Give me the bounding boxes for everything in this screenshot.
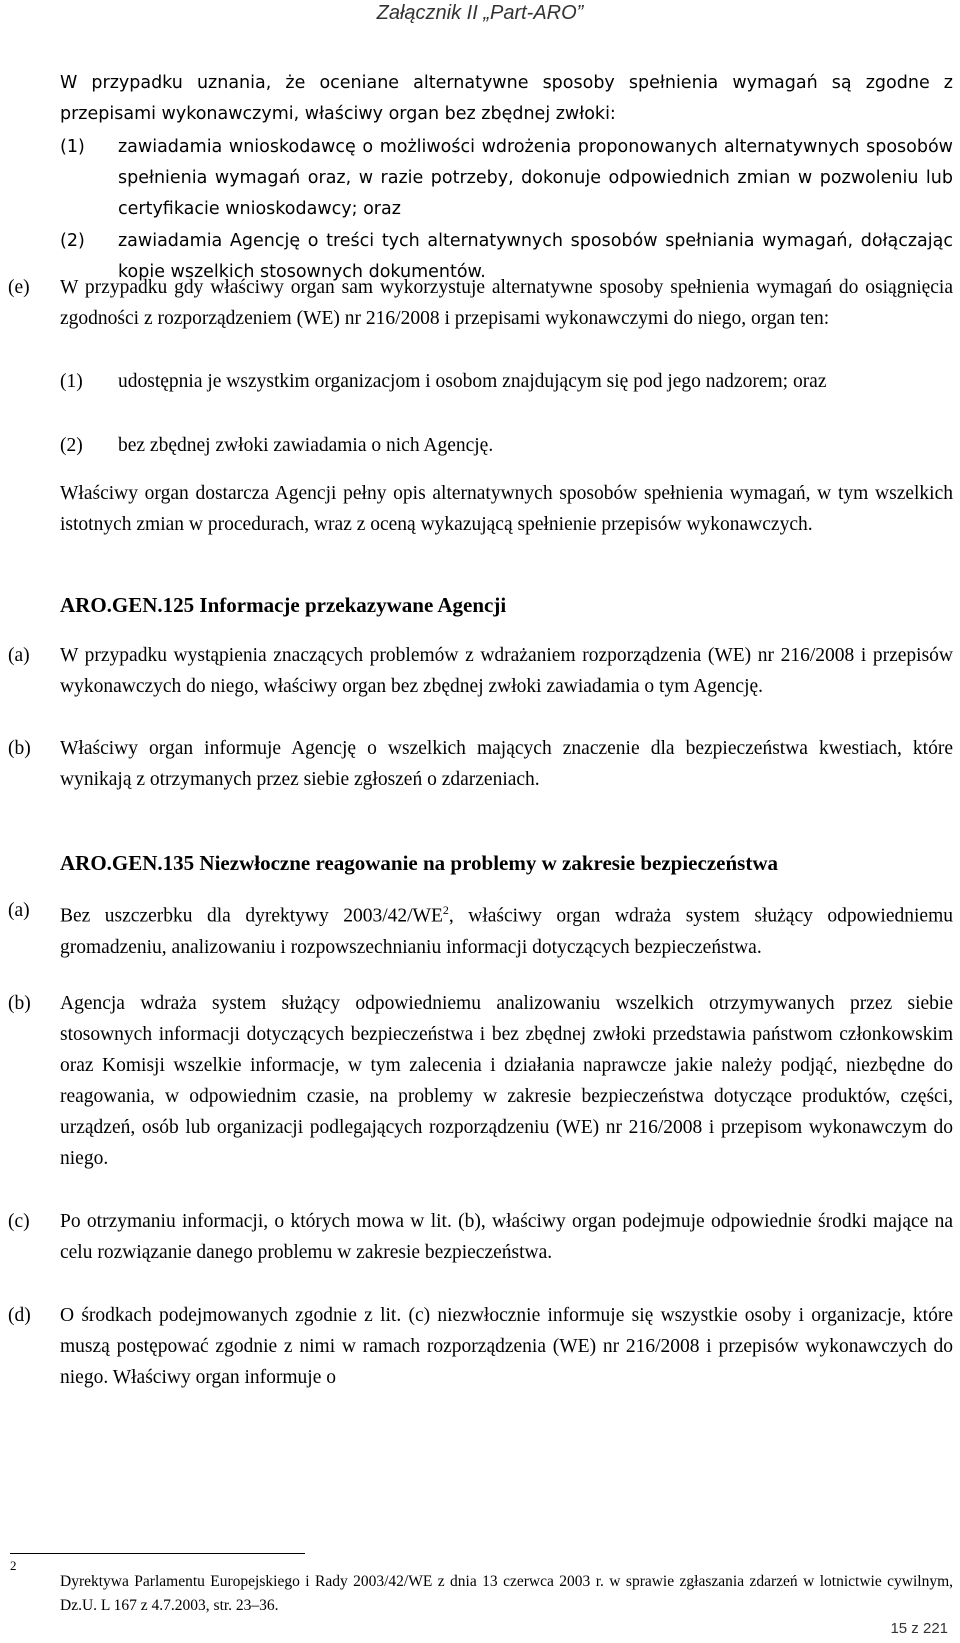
sec135-item-label: (c) <box>8 1211 30 1232</box>
intro-item-text: zawiadamia wnioskodawcę o możliwości wdrożenia proponowanych alternatywnych sposobów spełnienia wymagań oraz, w razie potrzeby, dokonuje odpowiednich zmian w pozwoleniu lub certyfikacie wnioskodawcy; oraz <box>118 137 953 219</box>
sec135-item-text: O środkach podejmowanych zgodnie z lit. (c) niezwłocznie informuje się wszystkie osoby i organizacje, które muszą postępować zgodnie z nimi w ramach rozporządzenia (WE) nr 216/2008 i przepisów wykonawczych do niego. Właściwy organ informuje o <box>60 1305 953 1388</box>
sec135-a-before: Bez uszczerbku dla dyrektywy 2003/42/WE <box>60 905 443 927</box>
section-heading-135: ARO.GEN.135 Niezwłoczne reagowanie na problemy w zakresie bezpieczeństwa <box>60 851 778 875</box>
sec125-item-label: (a) <box>8 645 30 666</box>
section-heading-125: ARO.GEN.125 Informacje przekazywane Agencji <box>60 593 507 617</box>
sec135-item-text: Po otrzymaniu informacji, o których mowa w lit. (b), właściwy organ podejmuje odpowiednie środki mające na celu rozwiązanie danego problemu w zakresie bezpieczeństwa. <box>60 1211 953 1263</box>
sec135-item-a-text <box>60 895 953 963</box>
sec135-item-label: (b) <box>8 993 31 1014</box>
footnote-number: 2 <box>10 1558 17 1573</box>
para-e-item-label: (2) <box>60 435 83 456</box>
intro-item-label: (2) <box>60 231 85 251</box>
sec125-item-text: Właściwy organ informuje Agencję o wszelkich mających znaczenie dla bezpieczeństwa kwestiach, które wynikają z otrzymanych przez siebie zgłoszeń o zdarzeniach. <box>60 738 953 790</box>
intro-item-text: zawiadamia Agencję o treści tych alternatywnych sposobów spełniania wymagań, dołączając kopie wszelkich stosownych dokumentów. <box>118 231 953 282</box>
footnote-separator <box>10 1553 305 1554</box>
sec135-item-label: (d) <box>8 1305 31 1326</box>
intro-item-label: (1) <box>60 137 85 157</box>
sec135-a-after: , właściwy organ wdraża system służący odpowiedniemu gromadzeniu, analizowaniu i rozpowszechnianiu informacji dotyczących bezpieczeństwa. <box>60 905 953 958</box>
para-e-text: W przypadku gdy właściwy organ sam wykorzystuje alternatywne sposoby spełnienia wymagań do osiągnięcia zgodności z rozporządzeniem (WE) nr 216/2008 i przepisami wykonawczymi do niego, organ ten: <box>60 277 953 329</box>
para-e-item-text: udostępnia je wszystkim organizacjom i osobom znajdującym się pod jego nadzorem; oraz <box>118 371 827 392</box>
para-e-item-text: bez zbędnej zwłoki zawiadamia o nich Agencję. <box>118 435 494 456</box>
sec125-item-text: W przypadku wystąpienia znaczących problemów z wdrażaniem rozporządzenia (WE) nr 216/2008 i przepisów wykonawczych do niego, właściwy organ bez zbędnej zwłoki zawiadamia o tym Agencję. <box>60 645 953 697</box>
footnote-text: Dyrektywa Parlamentu Europejskiego i Rady 2003/42/WE z dnia 13 czerwca 2003 r. w sprawie zgłaszania zdarzeń w lotnictwie cywilnym, Dz.U. L 167 z 4.7.2003, str. 23–36. <box>60 1573 953 1614</box>
sec135-item-text: Agencja wdraża system służący odpowiedniemu analizowaniu wszelkich otrzymywanych przez siebie stosownych informacji dotyczących bezpieczeństwa i bez zbędnej zwłoki przedstawia państwom członkowskim oraz Komisji wszelkie informacje, w tym zalecenia i działania naprawcze jakie należy podjąć, niezbędne do reagowania, w odpowiednim czasie, na problemy w zakresie bezpieczeństwa dotyczące produktów, części, urządzeń, osób lub organizacji podlegających rozporządzeniu (WE) nr 216/2008 i przepisom wykonawczym do niego. <box>60 993 953 1169</box>
para-e-closing: Właściwy organ dostarcza Agencji pełny opis alternatywnych sposobów spełnienia wymagań, w tym wszelkich istotnych zmian w procedurach, wraz z oceną wykazującą spełnienie przepisów wykonawczych. <box>60 483 953 535</box>
footnote-ref: 2 <box>442 903 449 917</box>
para-e-item-label: (1) <box>60 371 83 392</box>
page-number: 15 z 221 <box>890 1620 948 1637</box>
intro-paragraph: W przypadku uznania, że oceniane alternatywne sposoby spełnienia wymagań są zgodne z przepisami wykonawczymi, właściwy organ bez zbędnej zwłoki: <box>60 73 953 124</box>
sec135-item-label: (a) <box>8 900 30 921</box>
page-header: Załącznik II „Part-ARO” <box>376 2 584 24</box>
para-e-label: (e) <box>8 277 30 298</box>
sec125-item-label: (b) <box>8 738 31 759</box>
